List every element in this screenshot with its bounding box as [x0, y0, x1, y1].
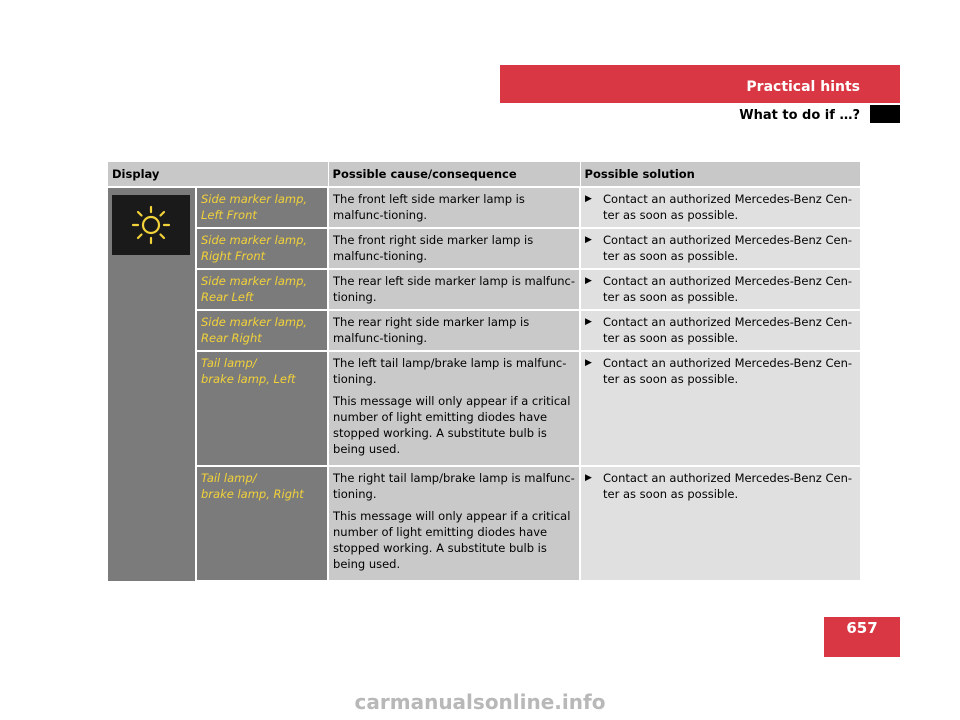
label-line: Side marker lamp,: [201, 192, 308, 206]
page-subtitle: What to do if …?: [739, 108, 860, 123]
bullet-arrow-icon: ▶: [585, 276, 592, 286]
label-line: brake lamp, Right: [201, 487, 304, 501]
bullet-arrow-icon: ▶: [585, 473, 592, 483]
label-line: Side marker lamp,: [201, 315, 308, 329]
watermark: carmanualsonline.info: [354, 690, 606, 714]
solution-cell: [580, 269, 860, 310]
cause-cell: [328, 269, 580, 310]
cause-cell: [328, 187, 580, 228]
cause-text: The rear left side marker lamp is malfunc-tioning.: [333, 274, 576, 304]
table-row: [108, 466, 860, 581]
table-row: [108, 310, 860, 351]
solution-text: Contact an authorized Mercedes-Benz Cen-ter as soon as possible.: [603, 274, 853, 304]
solution-cell: [580, 187, 860, 228]
solution-text: Contact an authorized Mercedes-Benz Cen-ter as soon as possible.: [603, 356, 853, 386]
solution-cell: [580, 351, 860, 466]
header-marker: [870, 105, 900, 123]
lamp-warning-icon: [112, 195, 190, 255]
header-band: [500, 65, 900, 103]
column-header-display: Display: [108, 162, 328, 187]
label-line: Tail lamp/: [201, 356, 257, 370]
table-row: [108, 228, 860, 269]
bullet-arrow-icon: ▶: [585, 317, 592, 327]
solution-text: Contact an authorized Mercedes-Benz Cen-ter as soon as possible.: [603, 471, 853, 501]
column-header-solution: Possible solution: [580, 162, 860, 187]
section-title: Practical hints: [746, 79, 860, 95]
label-line: Right Front: [201, 249, 266, 263]
cause-text: This message will only appear if a critical number of light emitting diodes have stopped working. A substitute bulb is being used.: [333, 509, 571, 571]
solution-text: Contact an authorized Mercedes-Benz Cen-ter as soon as possible.: [603, 192, 853, 222]
display-message-label: [196, 228, 328, 269]
cause-text: The front right side marker lamp is malfunc-tioning.: [333, 233, 534, 263]
label-line: Left Front: [201, 208, 257, 222]
bullet-arrow-icon: ▶: [585, 194, 592, 204]
solution-cell: [580, 466, 860, 581]
cause-cell: [328, 310, 580, 351]
table-row: [108, 269, 860, 310]
cause-text: The right tail lamp/brake lamp is malfunc-tioning.: [333, 471, 575, 501]
display-message-label: [196, 351, 328, 466]
label-line: Side marker lamp,: [201, 274, 308, 288]
label-line: Rear Left: [201, 290, 254, 304]
solution-text: Contact an authorized Mercedes-Benz Cen-ter as soon as possible.: [603, 315, 853, 345]
cause-cell: [328, 228, 580, 269]
label-line: brake lamp, Left: [201, 372, 296, 386]
cause-text: The front left side marker lamp is malfunc-tioning.: [333, 192, 525, 222]
bullet-arrow-icon: ▶: [585, 358, 592, 368]
table-row: [108, 351, 860, 466]
display-message-label: [196, 187, 328, 228]
label-line: Rear Right: [201, 331, 262, 345]
display-message-label: [196, 466, 328, 581]
cause-text: The rear right side marker lamp is malfunc-tioning.: [333, 315, 530, 345]
display-message-label: [196, 310, 328, 351]
cause-cell: [328, 466, 580, 581]
cause-text: This message will only appear if a critical number of light emitting diodes have stopped working. A substitute bulb is being used.: [333, 394, 571, 456]
label-line: Side marker lamp,: [201, 233, 308, 247]
bullet-arrow-icon: ▶: [585, 235, 592, 245]
solution-cell: [580, 310, 860, 351]
display-cell: [108, 187, 196, 581]
label-line: Tail lamp/: [201, 471, 257, 485]
cause-text: The left tail lamp/brake lamp is malfunc-tioning.: [333, 356, 567, 386]
table-row: [108, 187, 860, 228]
solution-text: Contact an authorized Mercedes-Benz Cen-ter as soon as possible.: [603, 233, 853, 263]
display-message-label: [196, 269, 328, 310]
column-header-cause: Possible cause/consequence: [328, 162, 580, 187]
cause-cell: [328, 351, 580, 466]
page-number: 657: [824, 617, 900, 657]
diagnostic-table: [108, 162, 860, 582]
solution-cell: [580, 228, 860, 269]
